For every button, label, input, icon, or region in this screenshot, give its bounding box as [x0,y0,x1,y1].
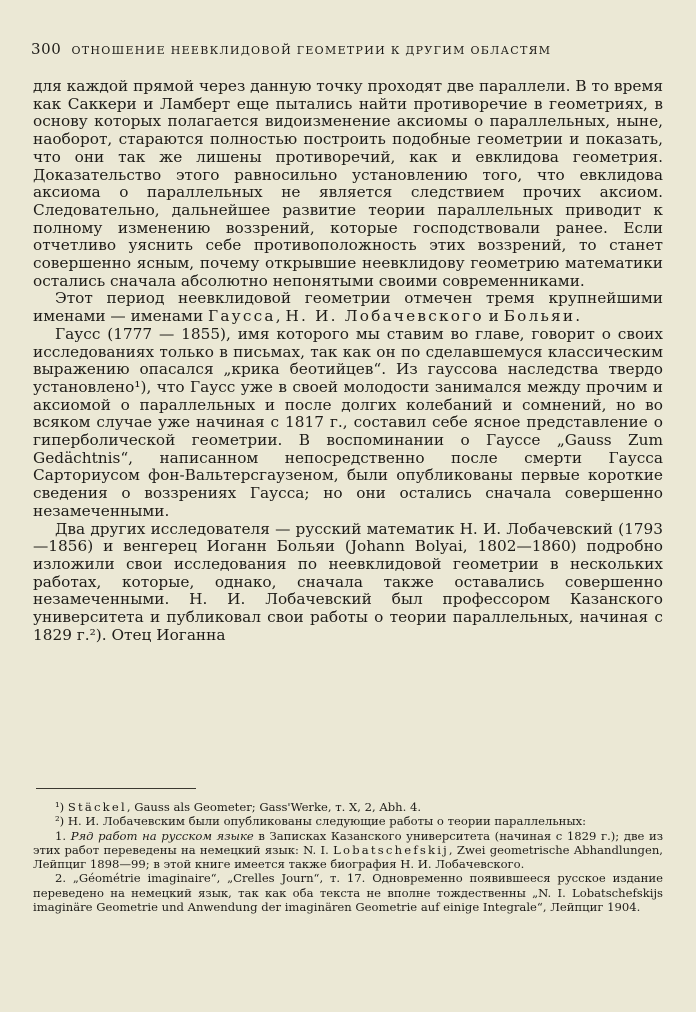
separator: и [483,307,504,326]
period: . [575,307,581,326]
name-bolyai: Больяи [503,307,576,326]
footnote-1-author: Stäckel [67,800,127,814]
page-header [31,40,671,58]
footnote-1-mark: ¹) [55,800,68,814]
page-number: 300 [31,40,62,58]
item-number: 1. [55,828,71,843]
footnote-1 [33,800,663,814]
footnote-divider [36,788,196,789]
footnote-2-item-1 [33,829,663,872]
paragraph-4: Два других исследователя — русский математик Н. И. Лобачевский (1793—1856) и венгерец Иоганн Больяи (Johann Bolyai, 1802—1860) подробно изложили свои исследования по неевклидовой геометрии в нескольких работах, которые, однако, сначала также оставались совершенно незамеченными. Н. И. Лобачевский был профессором Казанского университета и публиковал свои работы о теории параллельных, начиная с 1829 г.²). Отец Иоганна [33,519,663,644]
footnote-2-item-2: 2. „Géométrie imaginaire“, „Crelles Journ“, т. 17. Одновременно появившееся русское издание переведено на немецкий язык, так как оба текста не вполне тождественны „N. I. Lobatschefskijs imaginäre Geometrie und Anwendung der imaginären Geometrie auf einige Integrale“, Лейпциг 1904. [33,871,663,915]
footnote-1-text: , Gauss als Geometer; Gass'Werke, т. X, 2, Abh. 4. [126,800,422,814]
footnote-2-item-1-author: Lobatschefskij [333,842,449,857]
separator: , [275,307,286,326]
paragraph-2-text: Этот период неевклидовой геометрии отмечен тремя крупнейшими именами — именами [33,289,663,326]
paragraph-3: Гаусс (1777 — 1855), имя которого мы ставим во главе, говорит о своих исследованиях только в письмах, так как он по сделавшемуся классическим выражению опасался „крика беотийцев“. Из гауссова наследства твердо установлено¹), что Гаусс уже в своей молодости занимался между прочим и аксиомой о параллельных и после долгих колебаний и сомнений, но во всяком случае уже начиная с 1817 г., составил себе ясное представление о гиперболической геометрии. В воспоминании о Гауссе „Gauss Zum Gedächtnis“, написанном непосредственно после смерти Гаусса Сарториусом фон-Вальтерсгаузеном, были опубликованы первые короткие сведения о воззрениях Гаусса; но они остались сначала совершенно незамеченными. [33,324,663,520]
main-text [33,78,663,645]
name-gauss: Гаусса [208,307,276,326]
footnote-2: ²) Н. И. Лобачевским были опубликованы следующие работы о теории параллельных: [55,814,587,829]
paragraph-2 [33,290,663,325]
footnote-2-item-1-text: в Записках Казанского университета (начиная с 1829 г.); две из этих работ переведены на немецкий язык: N. I. [33,828,664,857]
running-title: ОТНОШЕНИЕ НЕЕВКЛИДОВОЙ ГЕОМЕТРИИ К ДРУГИМ ОБЛАСТЯМ [71,44,552,57]
footnotes [33,800,663,914]
footnote-2-item-1-title: Ряд работ на русском языке [70,828,254,843]
name-lobachevsky: Н. И. Лобачевского [285,307,484,326]
paragraph-1: для каждой прямой через данную точку проходят две параллели. В то время как Саккери и Ламберт еще пытались найти противоречие в геометриях, в основу которых полагается видоизменение аксиомы о параллельных, ныне, наоборот, стараются полностью построить подобные геометрии и показать, что они так же лишены противоречий, как и евклидова геометрия. Доказательство этого равносильно установлению того, что евклидова аксиома о параллельных не является следствием прочих аксиом. Следовательно, дальнейшее развитие теории параллельных приводит к полному изменению воззрений, которые господствовали ранее. Если отчетливо уяснить себе противоположность этих воззрений, то станет совершенно ясным, почему открывшие неевклидову геометрию математики остались сначала абсолютно непонятыми своими современниками. [33,77,663,290]
footnote-2-item-1-text-end: , Zwei geometrische Abhandlungen, Лейпциг 1898—99; в этой книге имеется также биография Н. И. Лобачевского. [33,842,663,872]
